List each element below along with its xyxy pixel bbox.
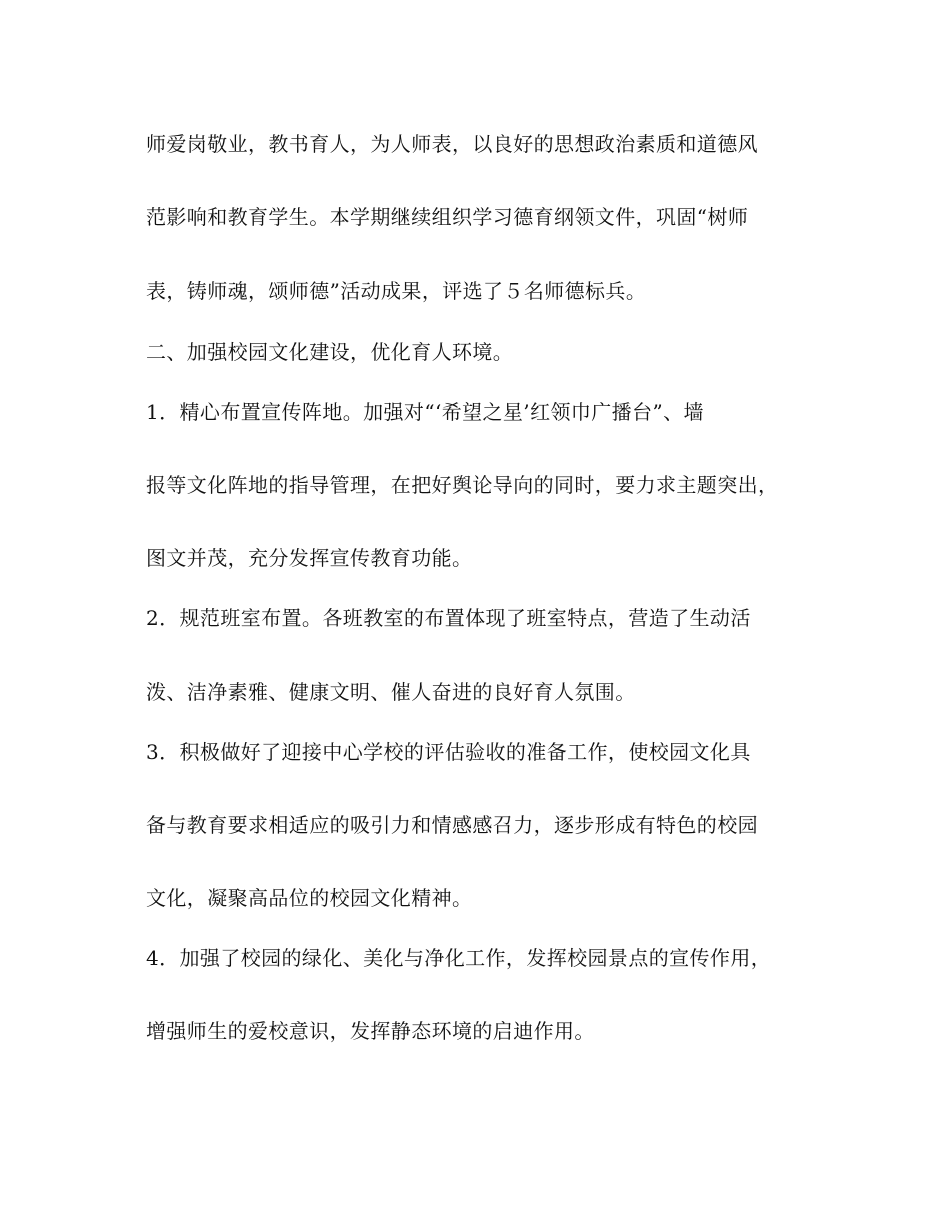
paragraph-line: 范影响和教育学生。本学期继续组织学习德育纲领文件，巩固“树师 xyxy=(146,205,749,229)
paragraph-line: 图文并茂，充分发挥宣传教育功能。 xyxy=(146,546,473,570)
paragraph-line: 泼、洁净素雅、健康文明、催人奋进的良好育人氛围。 xyxy=(146,680,636,704)
paragraph-line: 3．积极做好了迎接中心学校的评估验收的准备工作，使校园文化具 xyxy=(146,740,751,764)
paragraph-line: 报等文化阵地的指导管理，在把好舆论导向的同时，要力求主题突出， xyxy=(146,473,779,497)
paragraph-line: 文化，凝聚高品位的校园文化精神。 xyxy=(146,886,473,910)
paragraph-line: 2．规范班室布置。各班教室的布置体现了班室特点，营造了生动活 xyxy=(146,606,751,630)
section-heading: 二、加强校园文化建设，优化育人环境。 xyxy=(146,340,514,364)
paragraph-line: 师爱岗敬业，教书育人，为人师表，以良好的思想政治素质和道德风 xyxy=(146,132,758,156)
paragraph-line: 备与教育要求相适应的吸引力和情感感召力，逐步形成有特色的校园 xyxy=(146,813,758,837)
paragraph-line: 1．精心布置宣传阵地。加强对“‘希望之星’红领巾广播台”、墙 xyxy=(146,400,704,424)
paragraph-line: 表，铸师魂，颂师德”活动成果，评选了５名师德标兵。 xyxy=(146,279,647,303)
paragraph-line: 4．加强了校园的绿化、美化与净化工作，发挥校园景点的宣传作用， xyxy=(146,946,772,970)
paragraph-line: 增强师生的爱校意识，发挥静态环境的启迪作用。 xyxy=(146,1019,595,1043)
